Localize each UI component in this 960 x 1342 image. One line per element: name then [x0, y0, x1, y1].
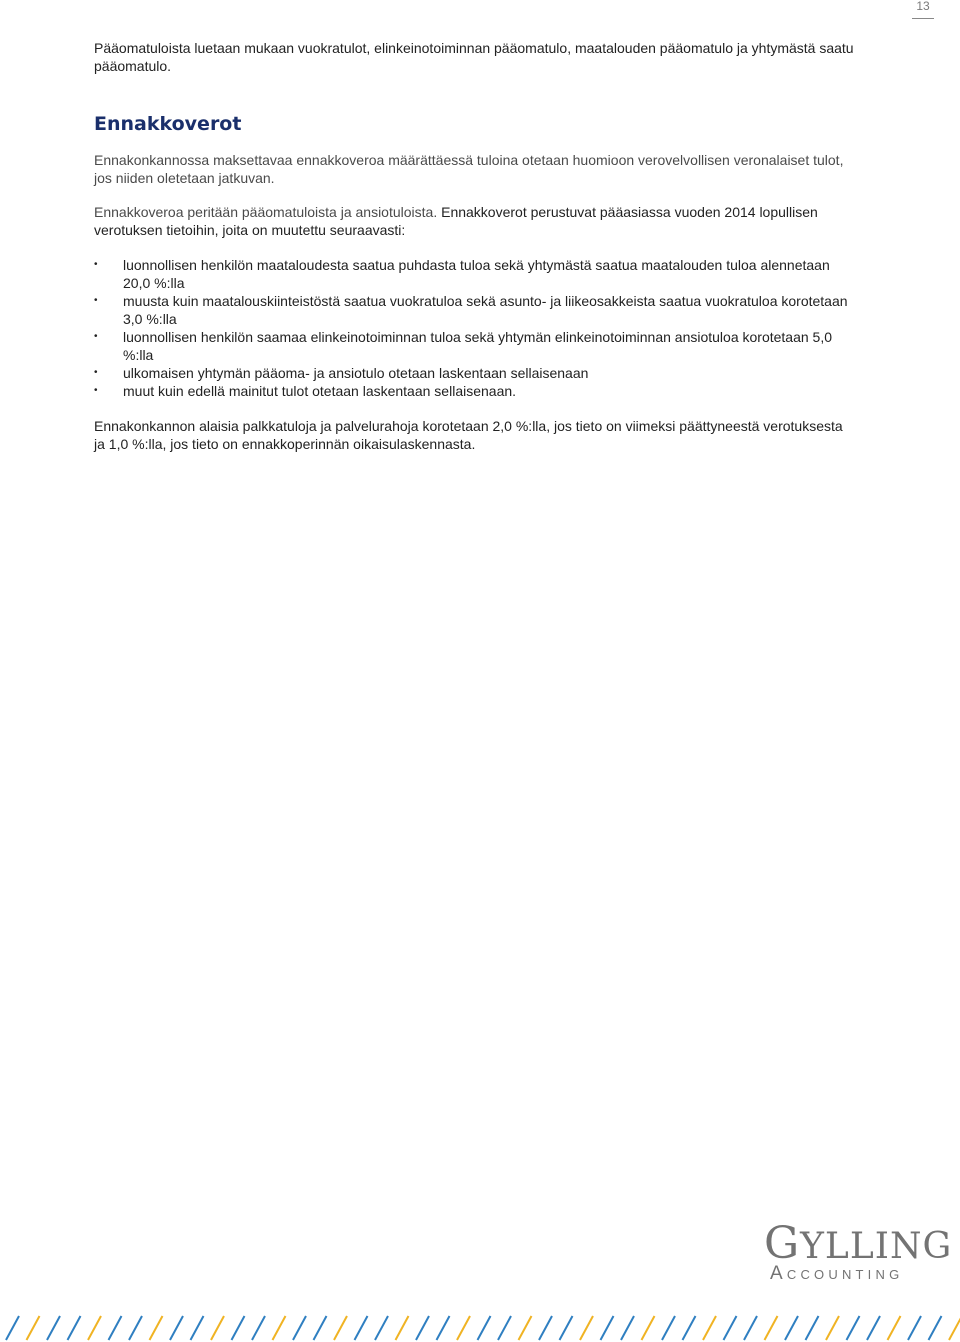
bullet-icon: •	[94, 331, 98, 342]
stripe-slash	[109, 1316, 122, 1340]
section-paragraph-1: Ennakonkannossa maksettavaa ennakkoveroa määrättäessä tuloina otetaan huomioon verovelvollisen veronalaiset tulot, jos niiden oletetaan jatkuvan.	[94, 152, 844, 186]
stripe-slash	[6, 1316, 19, 1340]
intro-paragraph: Pääomatuloista luetaan mukaan vuokratulot, elinkeinotoiminnan pääomatulo, maatalouden pääomatulo ja yhtymästä saatu pääomatulo.	[94, 40, 854, 74]
paragraph-2-rest: Ennakkoverot perustuvat pääasiassa vuoden 2014 lopullisen verotuksen tietoihin, joita on muutettu seuraavasti:	[94, 204, 818, 238]
list-item	[94, 382, 854, 400]
stripe-slash	[683, 1316, 696, 1340]
stripe-slash	[888, 1316, 901, 1340]
company-logo	[764, 1218, 953, 1284]
list-item-text: muusta kuin maatalouskiinteistöstä saatua vuokratuloa sekä asunto- ja liikeosakkeista saatua vuokratuloa korotetaan 3,0 %:lla	[123, 293, 848, 327]
stripe-slash	[580, 1316, 593, 1340]
stripe-slash	[396, 1316, 409, 1340]
decorative-slash-stripe	[0, 1314, 960, 1342]
stripe-slash	[703, 1316, 716, 1340]
stripe-slash	[47, 1316, 60, 1340]
stripe-slash	[232, 1316, 245, 1340]
stripe-slash	[68, 1316, 81, 1340]
stripe-slash	[88, 1316, 101, 1340]
adjustment-list	[94, 256, 854, 400]
stripe-slash	[478, 1316, 491, 1340]
stripe-slash	[642, 1316, 655, 1340]
section-paragraph-3: Ennakonkannon alaisia palkkatuloja ja palvelurahoja korotetaan 2,0 %:lla, jos tieto on viimeksi päättyneestä verotuksesta ja 1,0 %:lla, jos tieto on ennakkoperinnän oikaisulaskennasta.	[94, 418, 843, 452]
list-item	[94, 292, 854, 328]
stripe-slash	[416, 1316, 429, 1340]
logo-subtitle: ACCOUNTING	[770, 1263, 904, 1284]
stripe-slash	[785, 1316, 798, 1340]
stripe-slash	[334, 1316, 347, 1340]
stripe-slash	[908, 1316, 921, 1340]
stripe-slash	[170, 1316, 183, 1340]
section-paragraph-2	[94, 203, 854, 239]
stripe-slash	[826, 1316, 839, 1340]
bullet-icon: •	[94, 295, 98, 306]
stripe-slash	[560, 1316, 573, 1340]
stripe-slash	[601, 1316, 614, 1340]
bullet-icon: •	[94, 385, 98, 396]
stripe-slash	[293, 1316, 306, 1340]
stripe-slash	[375, 1316, 388, 1340]
paragraph-2-lead: Ennakkoveroa peritään pääomatuloista ja ansiotuloista.	[94, 204, 438, 220]
stripe-slash	[150, 1316, 163, 1340]
stripe-slash	[191, 1316, 204, 1340]
list-item-text: luonnollisen henkilön saamaa elinkeinotoiminnan tuloa sekä yhtymän elinkeinotoiminnan ansiotuloa korotetaan 5,0 %:lla	[123, 329, 833, 363]
stripe-slash	[847, 1316, 860, 1340]
stripe-slash	[765, 1316, 778, 1340]
stripe-slash	[273, 1316, 286, 1340]
stripe-slash	[129, 1316, 142, 1340]
stripe-slash	[252, 1316, 265, 1340]
page-number: 13	[912, 0, 934, 19]
stripe-slash	[929, 1316, 942, 1340]
stripe-slash	[949, 1316, 960, 1340]
section-heading: Ennakkoverot	[94, 113, 242, 135]
bullet-icon: •	[94, 367, 98, 378]
stripe-slash	[211, 1316, 224, 1340]
stripe-slash	[519, 1316, 532, 1340]
logo-wordmark: GYLLING	[764, 1218, 953, 1269]
list-item	[94, 256, 854, 292]
bullet-icon: •	[94, 259, 98, 270]
stripe-slash	[621, 1316, 634, 1340]
list-item-text: muut kuin edellä mainitut tulot otetaan laskentaan sellaisenaan.	[123, 383, 517, 399]
list-item-text: luonnollisen henkilön maataloudesta saatua puhdasta tuloa sekä yhtymästä saatua maatalouden tuloa alennetaan 20,0 %:lla	[123, 257, 830, 291]
stripe-slash	[355, 1316, 368, 1340]
stripe-slash	[27, 1316, 40, 1340]
document-body	[94, 39, 854, 453]
stripe-slash	[314, 1316, 327, 1340]
stripe-slash	[498, 1316, 511, 1340]
stripe-slash	[724, 1316, 737, 1340]
list-item	[94, 364, 854, 382]
stripe-slash	[867, 1316, 880, 1340]
stripe-slash	[744, 1316, 757, 1340]
stripe-slash	[806, 1316, 819, 1340]
stripe-slash	[662, 1316, 675, 1340]
list-item-text: ulkomaisen yhtymän pääoma- ja ansiotulo otetaan laskentaan sellaisenaan	[123, 365, 589, 381]
list-item	[94, 328, 854, 364]
stripe-slash	[539, 1316, 552, 1340]
stripe-slash	[437, 1316, 450, 1340]
stripe-slash	[457, 1316, 470, 1340]
